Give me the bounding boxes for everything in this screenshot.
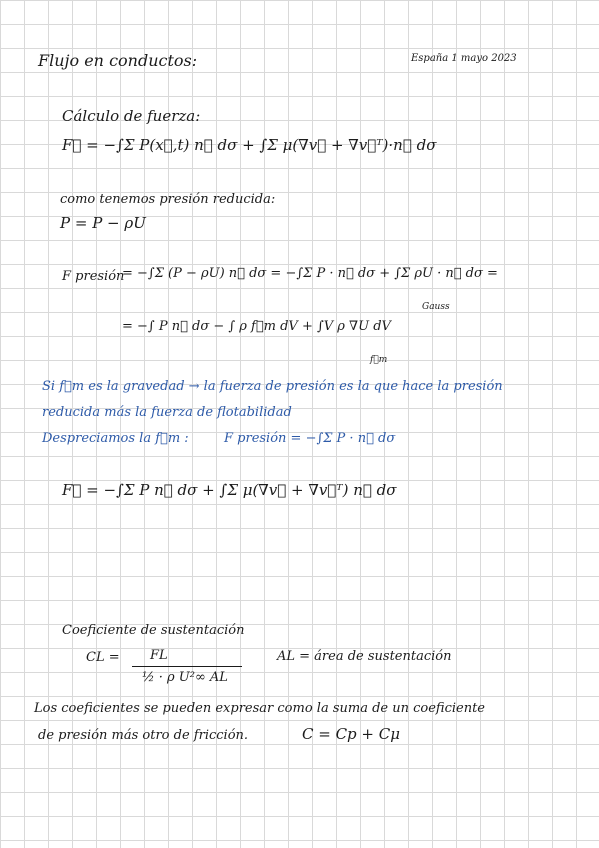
coef-heading: Coeficiente de sustentación <box>62 623 245 638</box>
date-note: España 1 mayo 2023 <box>411 53 517 64</box>
cl-denominator: ½ · ρ U²∞ AL <box>142 670 228 685</box>
cl-numerator: FL <box>150 648 168 663</box>
final-force-equation: F⃗ = −∫Σ P n⃗ dσ + ∫Σ μ(∇v⃗ + ∇v⃗ᵀ) n⃗ dσ <box>62 481 397 499</box>
coef-text-line1: Los coeficientes se pueden expresar como la suma de un coeficiente <box>34 701 485 716</box>
page-title: Flujo en conductos: <box>38 51 198 70</box>
note-neglect: Despreciamos la f⃗m : <box>42 431 189 446</box>
coef-sum-equation: C = Cp + Cμ <box>302 725 400 743</box>
cl-symbol: CL = <box>86 650 120 665</box>
force-heading: Cálculo de fuerza: <box>62 107 201 125</box>
fm-note: f⃗m <box>370 355 388 365</box>
note-gravity: Si f⃗m es la gravedad → la fuerza de presión es la que hace la presión <box>42 379 503 394</box>
fpresion-equation-line1: = −∫Σ (P − ρU) n⃗ dσ = −∫Σ P · n⃗ dσ + ∫Σ ρU · n⃗ dσ = <box>122 266 498 281</box>
cl-fraction-line <box>132 666 242 667</box>
coef-text-line2: de presión más otro de fricción. <box>38 728 249 743</box>
reduced-pressure-intro: como tenemos presión reducida: <box>60 192 276 207</box>
reduced-pressure-equation: P = P − ρU <box>60 214 146 232</box>
fpresion-label: F presión <box>62 269 125 284</box>
fpresion-equation-line2: = −∫ P n⃗ dσ − ∫ ρ f⃗m dV + ∫V ρ ∇U dV <box>122 319 391 334</box>
al-definition: AL = área de sustentación <box>277 649 452 664</box>
force-equation: F⃗ = −∫Σ P(x⃗,t) n⃗ dσ + ∫Σ μ(∇v⃗ + ∇v⃗ᵀ)·n⃗ dσ <box>62 136 437 154</box>
note-neglect-equation: F presión = −∫Σ P · n⃗ dσ <box>224 431 396 446</box>
note-buoyancy: reducida más la fuerza de flotabilidad <box>42 405 292 420</box>
gauss-note: Gauss <box>422 302 450 312</box>
